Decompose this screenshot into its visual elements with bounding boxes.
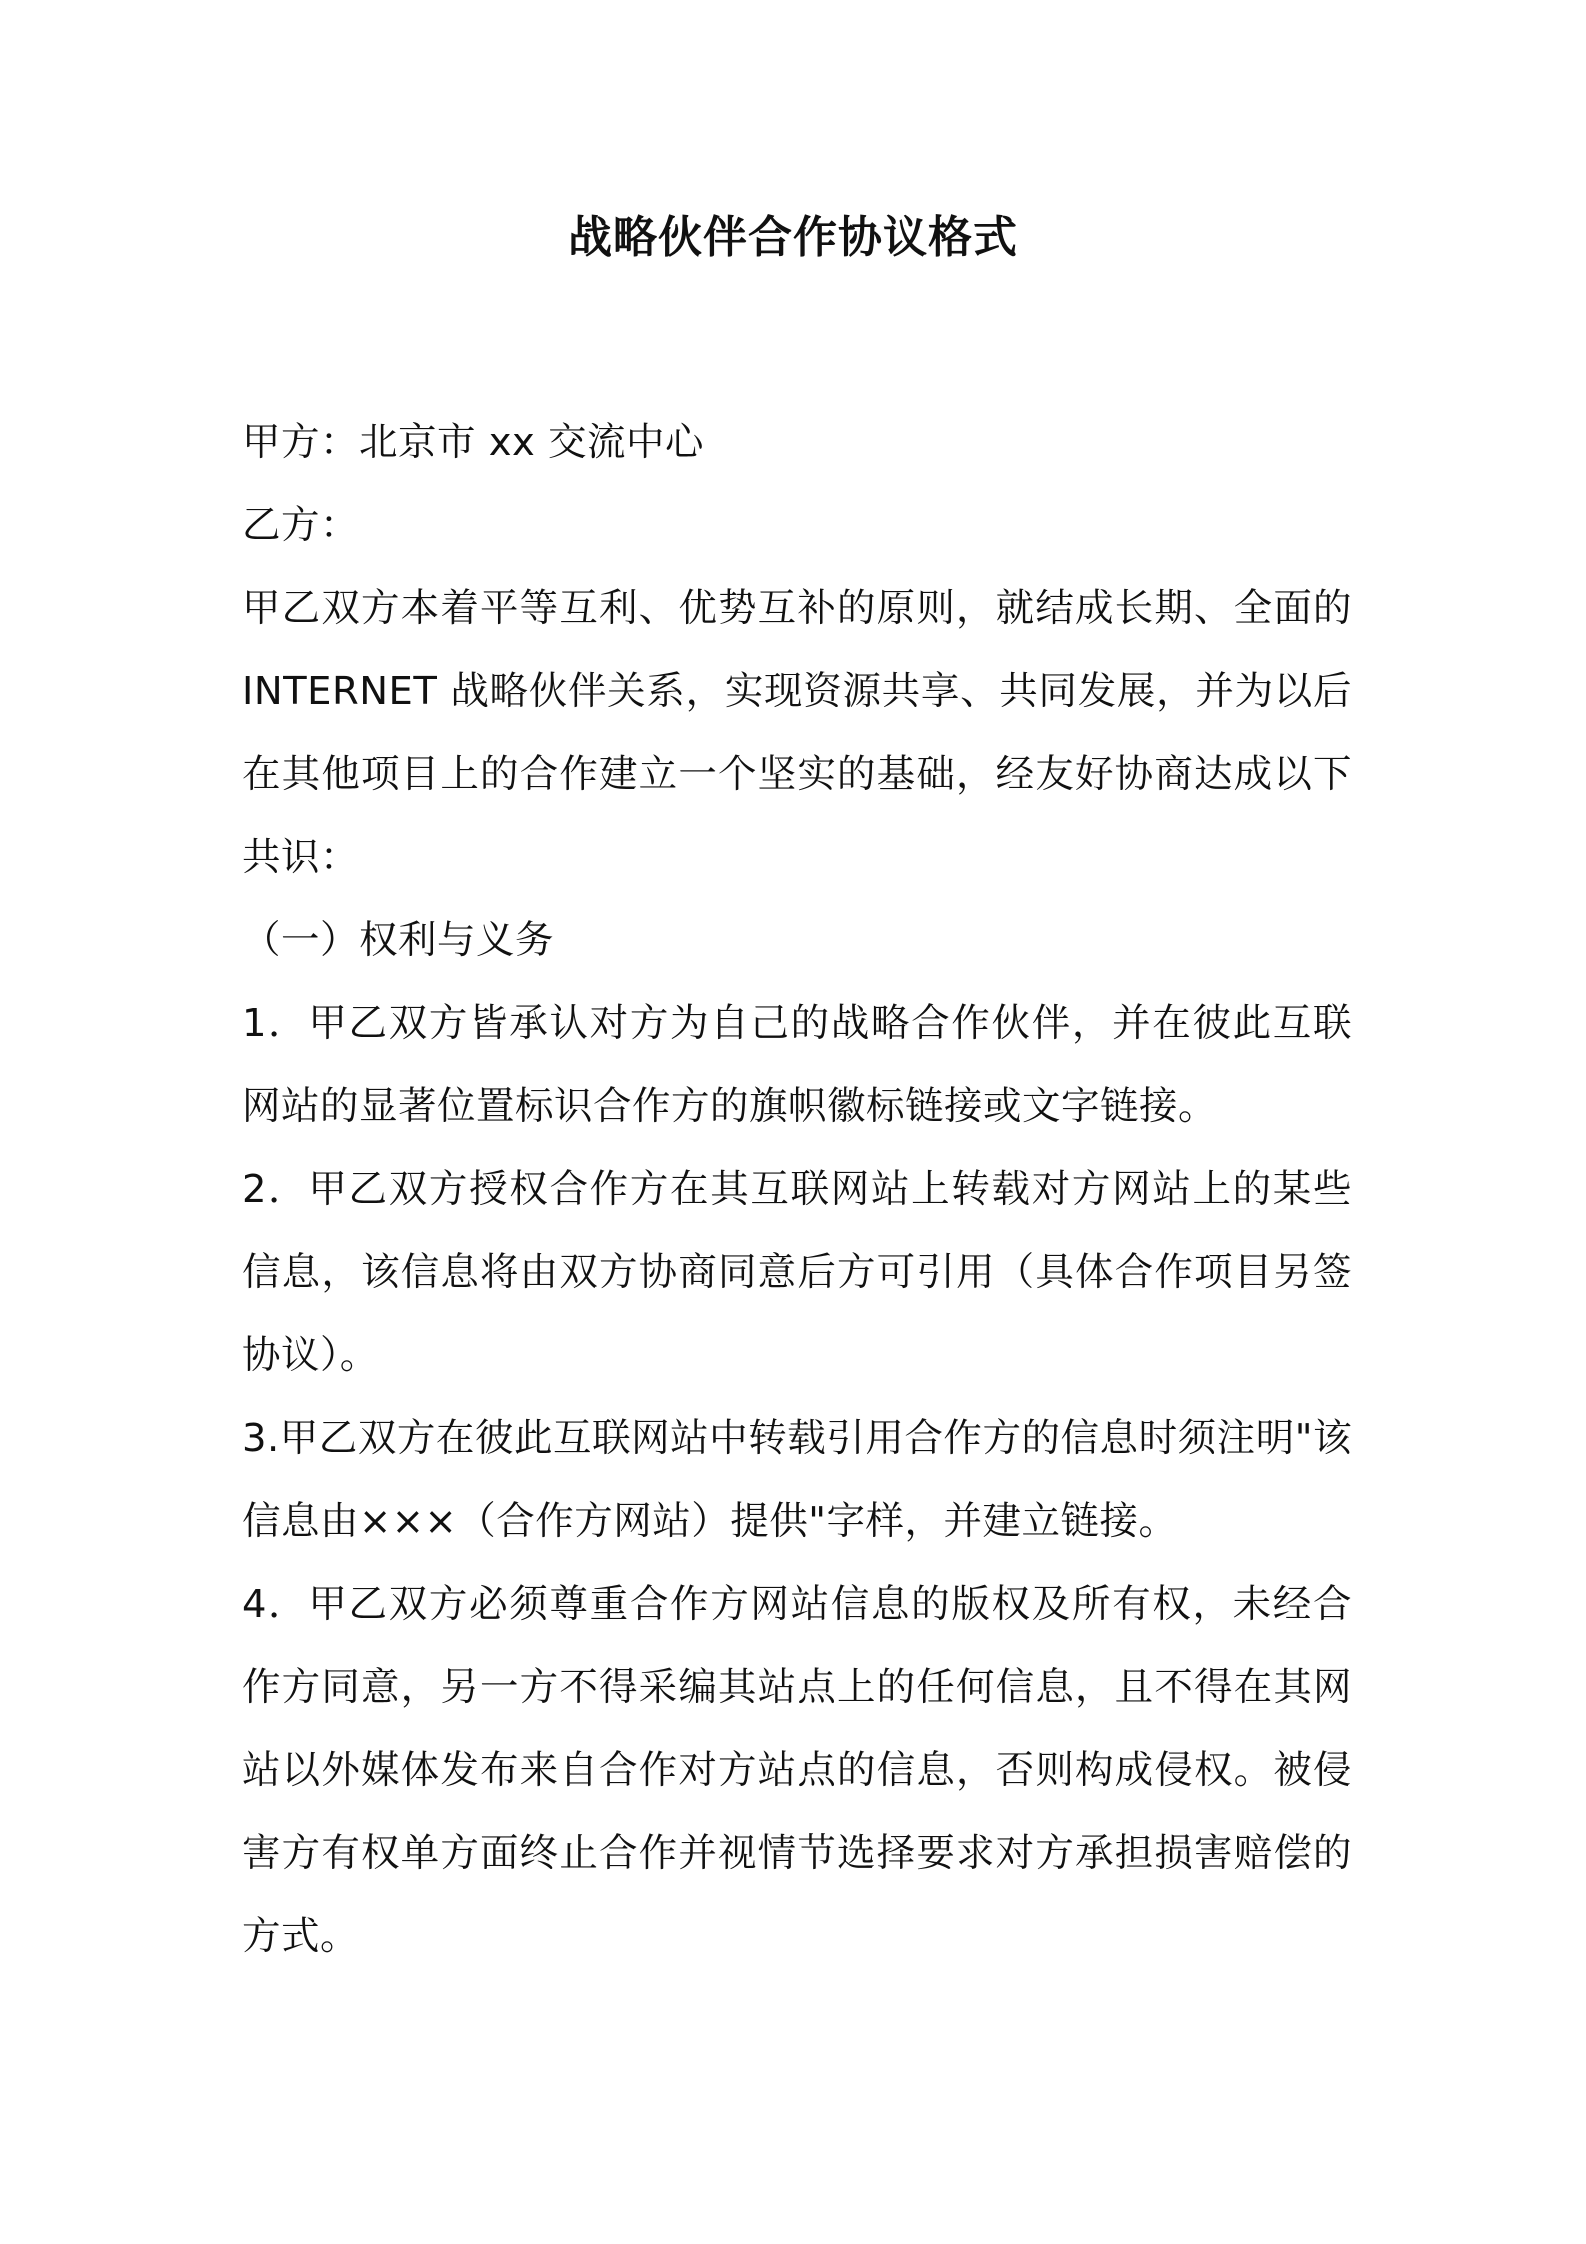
document-body — [242, 401, 1352, 1978]
clause-3: 3.甲乙双方在彼此互联网站中转载引用合作方的信息时须注明"该信息由×××（合作方网站）提供"字样，并建立链接。 — [242, 1416, 1352, 1544]
section-heading-rights-obligations: （一）权利与义务 — [242, 918, 555, 963]
clause-4: 4．甲乙双方必须尊重合作方网站信息的版权及所有权，未经合作方同意，另一方不得采编其站点上的任何信息，且不得在其网站以外媒体发布来自合作对方站点的信息，否则构成侵权。被侵害方有权单方面终止合作并视情节选择要求对方承担损害赔偿的方式。 — [242, 1582, 1352, 1959]
party-a-line: 甲方：北京市 xx 交流中心 — [242, 420, 705, 465]
document-title: 战略伙伴合作协议格式 — [568, 212, 1018, 263]
clause-1: 1．甲乙双方皆承认对方为自己的战略合作伙伴，并在彼此互联网站的显著位置标识合作方的旗帜徽标链接或文字链接。 — [242, 1001, 1352, 1129]
intro-paragraph: 甲乙双方本着平等互利、优势互补的原则，就结成长期、全面的 INTERNET 战略伙伴关系，实现资源共享、共同发展，并为以后在其他项目上的合作建立一个坚实的基础，经友好协商达成以下共识： — [242, 586, 1352, 880]
clause-2: 2．甲乙双方授权合作方在其互联网站上转载对方网站上的某些信息，该信息将由双方协商同意后方可引用（具体合作项目另签协议）。 — [242, 1167, 1352, 1378]
party-b-line: 乙方： — [242, 503, 360, 548]
